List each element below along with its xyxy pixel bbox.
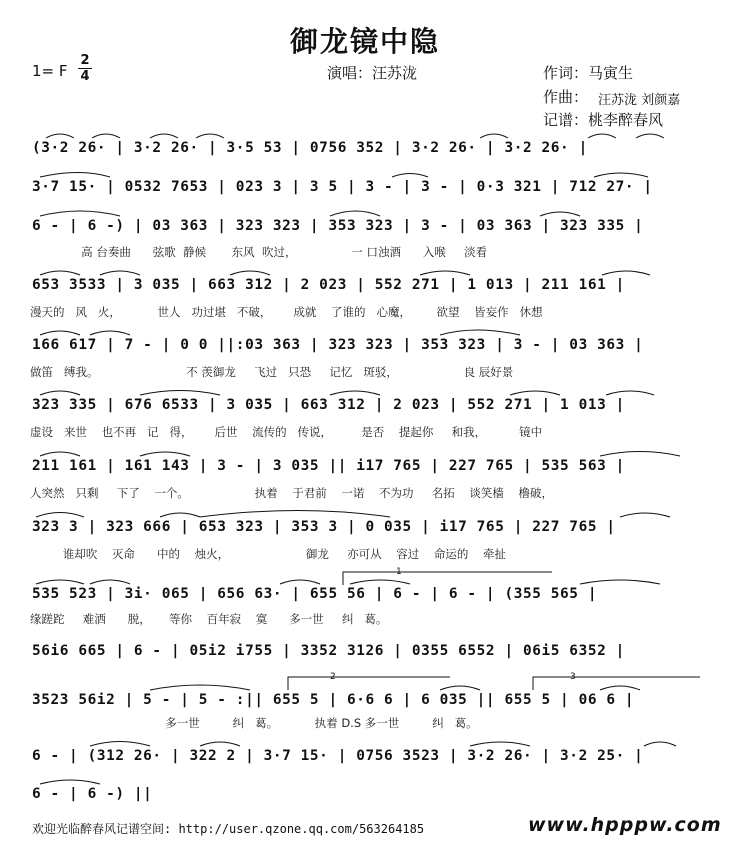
volta-bracket-3 xyxy=(533,677,700,690)
lyricist-credit: 作词：马寅生 xyxy=(543,64,634,82)
lyric-line-3: 高 台奏曲 弦歌 静候 东风 吹过， 一 口浊酒 入喉 淡看 xyxy=(30,245,488,259)
score-row-2: 3·7 15· | 0532 7653 | 023 3 | 3 5 | 3 - | 3 - | 0·3 321 | 712 27· | xyxy=(32,179,653,195)
slur xyxy=(440,686,480,690)
slur xyxy=(196,134,224,138)
score-row-4: 653 3533 | 3 035 | 663 312 | 2 023 | 552 271 | 1 013 | 211 161 | xyxy=(32,277,625,293)
slur xyxy=(620,513,670,517)
score-row-9: 535 523 | 3i· 065 | 656 63· | 655 56 | 6 - | 6 - | (355 565 | xyxy=(32,586,598,602)
score-row-10: 56i6 665 | 6 - | 05i2 i755 | 3352 3126 | 0355 6552 | 06i5 6352 | xyxy=(32,643,625,659)
slur xyxy=(392,174,428,178)
score-row-11: 3523 56i2 | 5 - | 5 - :|| 655 5 | 6·6 6 | 6 035 || 655 5 | 06 6 | xyxy=(32,692,635,708)
slur xyxy=(600,686,640,690)
score-row-5: 166 617 | 7 - | 0 0 ||:03 363 | 323 323 | 353 323 | 3 - | 03 363 | xyxy=(32,337,644,353)
slur xyxy=(644,742,676,746)
slur xyxy=(36,580,84,584)
singer-credit: 演唱：汪苏泷 xyxy=(327,64,418,82)
slur xyxy=(330,391,380,395)
slur xyxy=(90,331,130,335)
slur xyxy=(40,391,80,395)
lyric-line-8: 谁却吹 灭命 中的 烛火， 御龙 亦可从 容过 命运的 牵扯 xyxy=(30,547,506,561)
score-row-1: (3·2 26· | 3·2 26· | 3·5 53 | 0756 352 | 3·2 26· | 3·2 26· | xyxy=(32,140,588,156)
slur xyxy=(40,271,80,275)
slur xyxy=(160,513,200,517)
slur xyxy=(594,173,648,177)
score-row-7: 211 161 | 161 143 | 3 - | 3 035 || i17 765 | 227 765 | 535 563 | xyxy=(32,458,625,474)
lyric-line-7: 人突然 只剩 下了 一个。 执着 于君前 一诺 不为功 名拓 谈笑樯 橹破， xyxy=(30,486,554,500)
volta-label-3: 3 xyxy=(570,672,576,682)
slur xyxy=(606,391,654,395)
volta-bracket-2 xyxy=(288,677,450,690)
volta-label-1: 1 xyxy=(396,567,402,577)
composer-names: 汪苏泷 刘颜嘉 xyxy=(598,93,681,108)
slur xyxy=(40,452,80,456)
lyric-line-4: 漫天的 风 火， 世人 功过堪 不破， 成就 了谁的 心魔， 欲望 皆妄作 休想 xyxy=(30,305,543,319)
slur xyxy=(40,211,120,216)
slur xyxy=(330,211,380,216)
score-row-12: 6 - | (312 26· | 322 2 | 3·7 15· | 0756 3523 | 3·2 26· | 3·2 25· | xyxy=(32,748,644,764)
time-signature-top: 2 xyxy=(80,53,90,68)
slur xyxy=(600,452,680,457)
key-signature: 1= F xyxy=(32,62,68,80)
slur xyxy=(150,685,250,690)
slur xyxy=(580,580,660,584)
composer-label: 作曲： xyxy=(543,88,589,106)
score-row-3: 6 - | 6 -) | 03 363 | 323 323 | 353 323 | 3 - | 03 363 | 323 335 | xyxy=(32,218,644,234)
score-row-8: 323 3 | 323 666 | 653 323 | 353 3 | 0 035 | i17 765 | 227 765 | xyxy=(32,519,616,535)
slur xyxy=(40,780,100,784)
slur xyxy=(470,742,530,746)
lyric-line-5: 做笛 缚我。 不 羡御龙 飞过 只恐 记忆 斑驳， 良 辰好景 xyxy=(30,365,514,379)
volta-label-2: 2 xyxy=(330,672,336,682)
slur xyxy=(636,134,664,138)
slur xyxy=(280,580,320,584)
score-row-6: 323 335 | 676 6533 | 3 035 | 663 312 | 2 023 | 552 271 | 1 013 | xyxy=(32,397,625,413)
slur xyxy=(200,511,390,518)
slur xyxy=(440,330,520,335)
volta-bracket-1 xyxy=(343,572,552,585)
lyric-line-11: 多一世 纠 葛。 执着 D.S 多一世 纠 葛。 xyxy=(30,716,478,730)
footer-watermark: www.hpppw.com xyxy=(528,814,722,836)
slur xyxy=(36,513,84,518)
lyric-line-9: 缘蹉跎 难洒 脱， 等你 百年寂 寞 多一世 纠 葛。 xyxy=(30,612,388,626)
song-title: 御龙镜中隐 xyxy=(289,25,440,58)
slur xyxy=(140,391,220,396)
slur xyxy=(150,134,178,138)
slur xyxy=(46,134,74,138)
slur xyxy=(480,134,508,138)
footer-credit: 欢迎光临醉春风记谱空间: http://user.qzone.qq.com/563264185 xyxy=(32,822,425,836)
slur xyxy=(420,271,470,275)
slur xyxy=(602,271,650,275)
slur xyxy=(100,271,140,275)
slur xyxy=(40,173,110,178)
lyric-line-6: 虚设 来世 也不再 记 得， 后世 流传的 传说， 是否 提起你 和我， 镜中 xyxy=(30,425,543,439)
slur xyxy=(40,331,80,335)
transcriber-credit: 记谱：桃李醉春风 xyxy=(543,111,664,129)
slur xyxy=(140,452,190,456)
time-signature-bottom: 4 xyxy=(80,69,90,84)
slur xyxy=(230,271,270,275)
slur xyxy=(92,134,120,138)
slur xyxy=(510,391,560,395)
slur xyxy=(350,580,410,584)
slur xyxy=(90,742,150,747)
score-row-13: 6 - | 6 -) || xyxy=(32,786,153,802)
slur xyxy=(90,580,130,584)
slur xyxy=(588,134,616,138)
slur xyxy=(540,212,580,216)
slur xyxy=(200,742,240,746)
